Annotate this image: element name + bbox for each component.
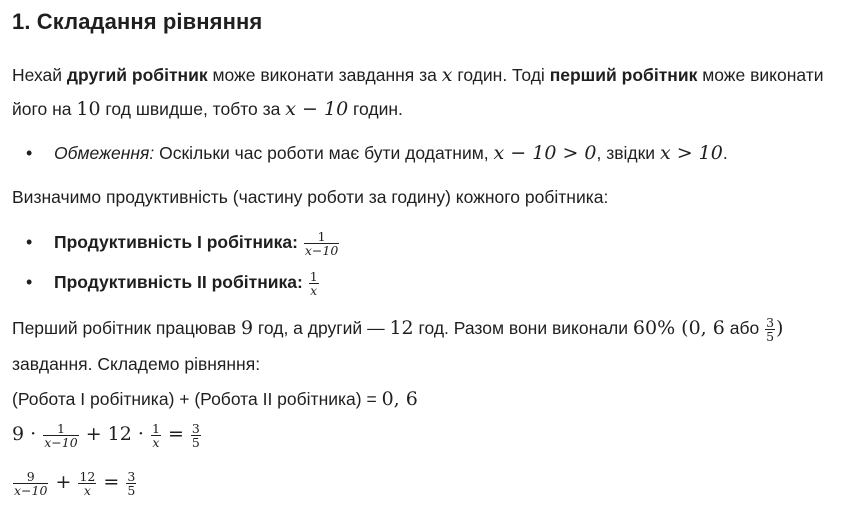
- fraction-denominator: 5: [127, 482, 136, 498]
- text: або: [724, 318, 765, 338]
- fraction-numerator: 1: [309, 268, 318, 284]
- text: годин.: [348, 99, 403, 119]
- fraction-denominator: x−10: [304, 242, 339, 258]
- math-paren: ): [776, 317, 784, 339]
- equation-1: [12, 416, 846, 452]
- list-item-productivity-2: [12, 262, 846, 302]
- math-12: 12: [389, 317, 414, 339]
- text: може виконати його на: [12, 65, 824, 119]
- text: (Робота I робітника) + (Робота II робітника) =: [12, 389, 382, 409]
- section-heading: 1. Складання рівняння: [12, 9, 263, 34]
- paragraph-definitions: [12, 58, 846, 126]
- math-60-percent: 60%: [632, 317, 676, 339]
- math-inequality: x − 10 > 0: [493, 142, 597, 164]
- fraction-denominator: 5: [191, 434, 200, 450]
- eq-part: =: [161, 423, 190, 445]
- bold-first-worker: перший робітник: [549, 65, 698, 85]
- paragraph-productivity-intro: Визначимо продуктивність (частину роботи за годину) кожного робітника:: [12, 187, 609, 207]
- italic-label: Обмеження:: [54, 143, 155, 163]
- text: .: [722, 143, 728, 163]
- math-x: x: [441, 64, 453, 86]
- fraction-numerator: 3: [127, 468, 136, 484]
- math-inequality-result: x > 10: [659, 142, 723, 164]
- constraint-list: [12, 136, 846, 170]
- math-9: 9: [240, 317, 254, 339]
- text: годин. Тоді: [452, 65, 550, 85]
- eq-part: +: [49, 471, 78, 493]
- fraction-denominator: x−10: [44, 434, 78, 450]
- fraction-denominator: x: [83, 482, 91, 498]
- eq-part: 9 ·: [12, 423, 43, 445]
- fraction: [765, 316, 775, 343]
- fraction-denominator: x: [152, 434, 160, 450]
- text: год. Разом вони виконали: [413, 318, 633, 338]
- fraction-numerator: 1: [43, 422, 78, 436]
- fraction: [13, 470, 48, 497]
- fraction-numerator: 9: [13, 470, 48, 484]
- math-x-minus-10: x − 10: [285, 98, 349, 120]
- fraction-denominator: x−10: [14, 482, 48, 498]
- text: год швидше, тобто за: [100, 99, 286, 119]
- text: Нехай: [12, 65, 67, 85]
- eq-part: =: [97, 471, 126, 493]
- fraction-numerator: 12: [79, 468, 96, 484]
- math-decimal: (0, 6: [675, 317, 725, 339]
- eq-part: + 12 ·: [79, 423, 150, 445]
- fraction: [309, 270, 319, 297]
- text: може виконати завдання за: [207, 65, 442, 85]
- fraction: [191, 422, 201, 449]
- list-item-constraint: [12, 136, 846, 170]
- fraction-denominator: x: [310, 282, 318, 298]
- text: , звідки: [596, 143, 660, 163]
- text: завдання. Складемо рівняння:: [12, 354, 261, 374]
- fraction-numerator: 3: [191, 420, 200, 436]
- math-decimal: 0, 6: [381, 388, 418, 410]
- list-item-productivity-1: [12, 222, 846, 262]
- fraction-denominator: 5: [766, 328, 775, 344]
- fraction: [126, 470, 136, 497]
- fraction-numerator: 1: [304, 230, 339, 244]
- math-10: 10: [76, 98, 101, 120]
- fraction: [304, 230, 339, 257]
- equation-2: [12, 464, 846, 500]
- productivity-list: [12, 222, 846, 302]
- text: год, а другий —: [253, 318, 390, 338]
- fraction: [43, 422, 78, 449]
- productivity-label-1: Продуктивність I робітника:: [54, 232, 298, 252]
- fraction: [78, 470, 96, 497]
- paragraph-work-done: [12, 310, 846, 382]
- fraction-numerator: 3: [766, 314, 775, 330]
- bold-second-worker: другий робітник: [66, 65, 208, 85]
- fraction: [151, 422, 161, 449]
- text: Перший робітник працював: [12, 318, 241, 338]
- productivity-label-2: Продуктивність II робітника:: [54, 272, 303, 292]
- fraction-numerator: 1: [151, 420, 160, 436]
- equation-in-words: [12, 382, 846, 416]
- text: Оскільки час роботи має бути додатним,: [154, 143, 494, 163]
